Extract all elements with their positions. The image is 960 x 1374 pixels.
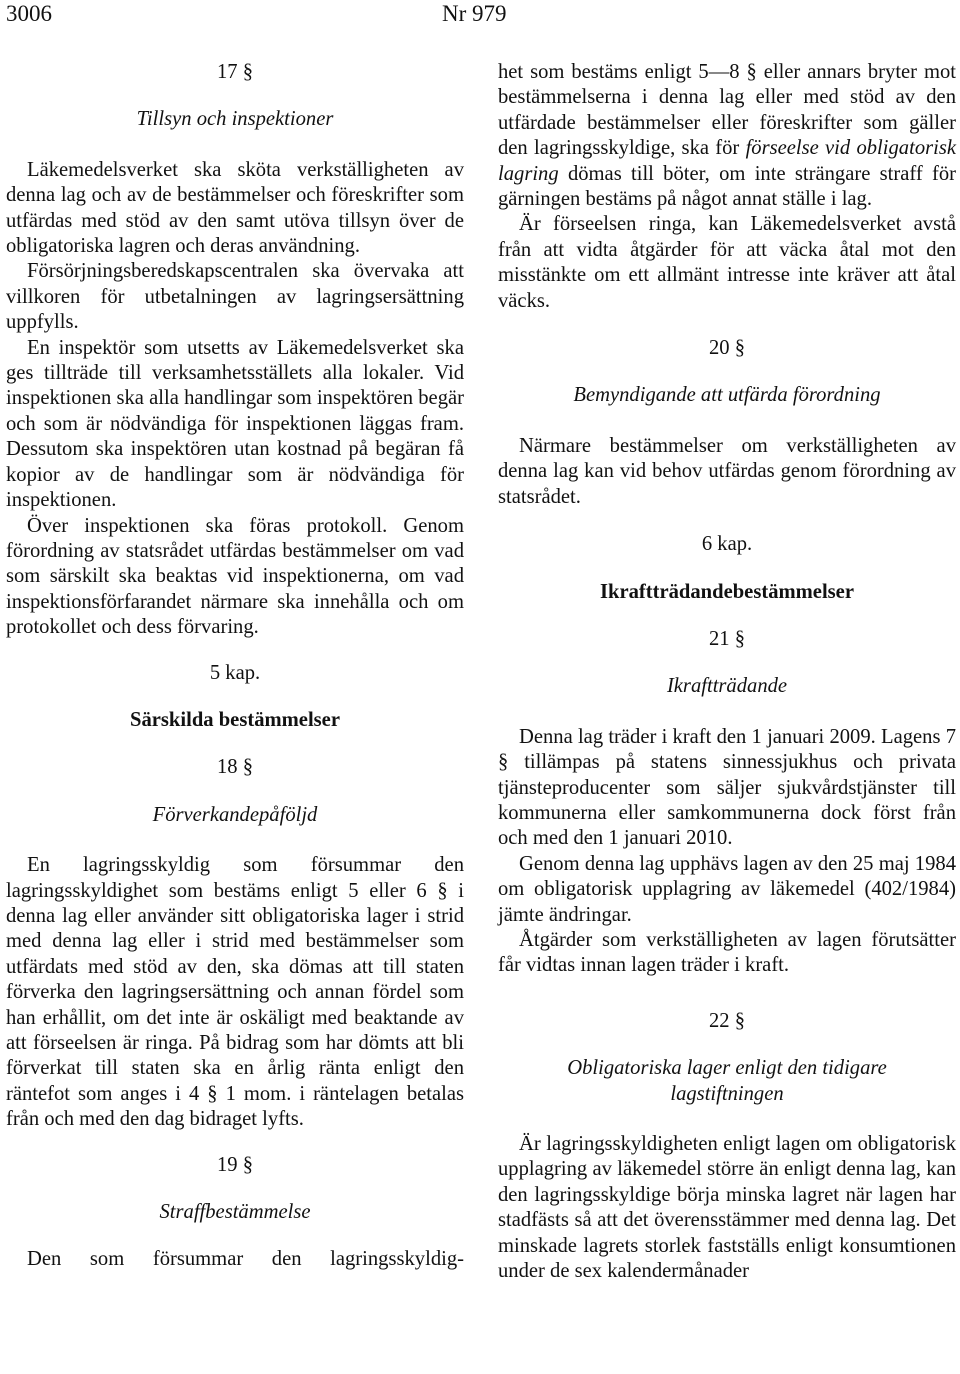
section-21-paragraph-3: Åtgärder som verkställigheten av lagen förutsätter får vidtas innan lagen träder i kraft.: [498, 928, 956, 977]
section-19-paragraph-2: Är förseelsen ringa, kan Läkemedelsverket avstå från att vidta åtgärder för att väcka åtal mot den misstänkte om ett allmänt intresse inte kräver att åtal väcks.: [498, 213, 956, 312]
section-18-paragraph-1: En lagringsskyldig som försummar den lagringsskyldighet som bestäms enligt 5 eller 6 § i denna lag eller använder sitt obligatoriska lager i strid med denna lag eller i strid med bestämmelser som utfärdats med stöd av den, ska dömas att till staten förverka den lagringsersättning och annan fördel som han erhållit, om det inte är oskäligt med beaktande av att förseelsen är ringa. På bidrag som har dömts att bli förverkat till staten ska en årlig ränta enligt den räntefot som anges i 4 § 1 mom. i räntelagen betalas från och med den dag bidraget lyfts.: [6, 854, 464, 1131]
section-22-title: Obligatoriska lager enligt den tidigare lagstiftningen: [567, 1057, 887, 1105]
section-20-number: 20 §: [708, 337, 746, 360]
section-21-body: [498, 725, 956, 979]
page-header: [0, 0, 960, 30]
section-17-number: 17 §: [216, 61, 254, 83]
section-20-paragraph-1: Närmare bestämmelser om verkställigheten av denna lag kan vid behov utfärdas genom förordning av statsrådet.: [498, 434, 956, 508]
section-22-number: 22 §: [708, 1009, 746, 1032]
section-17-paragraph-4: Över inspektionen ska föras protokoll. Genom förordning av statsrådet utfärdas bestämmelser om vad som särskilt ska beaktas vid inspektionerna, om vad inspektionsförfarandet närmare ska innehålla och om protokollet och dess förvaring.: [6, 514, 464, 639]
section-17-body: [6, 158, 464, 641]
section-21-paragraph-2: Genom denna lag upphävs lagen av den 25 maj 1984 om obligatorisk upplagring av läkemedel (402/1984) jämte ändringar.: [498, 852, 956, 926]
section-21-paragraph-1: Denna lag träder i kraft den 1 januari 2009. Lagens 7 § tillämpas på statens sinnessjukhus och privata tjänsteproducenter som säljer sjukvårdstjänster till kommunerna eller samkommunerna dock först från och med den 1 januari 2010.: [498, 725, 956, 850]
page-number: 3006: [6, 1, 52, 26]
section-20-title: Bemyndigande att utfärda förordning: [573, 384, 881, 407]
section-19-text-after-italic: dömas till böter, om inte strängare straff för gärningen bestäms på något annat ställe i lag.: [498, 162, 956, 211]
section-19-italic-term: förseelse vid obligatorisk lagring: [498, 137, 957, 185]
section-19-text-before-italic: het som bestäms enligt 5—8 § eller annars bryter mot bestämmelserna i denna lag eller med stöd av den utfärdade bestämmelser eller föreskrifter som gäller den lagringsskyldige, ska för: [498, 61, 956, 160]
section-19-paragraph-start: Den som försummar den lagringsskyldig-: [27, 1248, 464, 1271]
chapter-5-label: 5 kap.: [209, 661, 261, 684]
section-17-paragraph-1: Läkemedelsverket ska sköta verkställigheten av denna lag och av de bestämmelser och föreskrifter som utfärdas med stöd av den samt utöva tillsyn över de obligatoriska lagren och deras användning.: [6, 158, 464, 258]
section-19-title: Straffbestämmelse: [159, 1201, 311, 1224]
chapter-6-label: 6 kap.: [701, 533, 753, 556]
section-21-number: 21 §: [708, 627, 746, 650]
section-18-body: [6, 853, 464, 1132]
chapter-6-title: Ikraftträdandebestämmelser: [600, 580, 854, 603]
section-19-number: 19 §: [216, 1153, 254, 1176]
section-17-paragraph-2: Försörjningsberedskapscentralen ska övervaka att villkoren för utbetalningen av lagringsersättning uppfylls.: [6, 260, 464, 334]
section-21-title: Ikraftträdande: [666, 675, 788, 698]
section-17-paragraph-3: En inspektör som utsetts av Läkemedelsverket ska ges tillträde till verksamhetsställets alla lokaler. Vid inspektionen ska alla handlingar som inspektören begär och som är nödvändiga för inspektionen läggas fram. Dessutom ska inspektören utan kostnad på begäran få kopior av de handlingar som är nödvändiga för inspektionen.: [6, 336, 464, 512]
section-19-paragraph-continued: [498, 60, 956, 212]
issue-number: Nr 979: [442, 1, 507, 26]
section-18-number: 18 §: [216, 756, 254, 779]
section-18-title: Förverkandepåföljd: [152, 803, 318, 826]
section-22-paragraph-start: Är lagringsskyldigheten enligt lagen om obligatorisk upplagring av läkemedel större än enligt denna lag, kan den lagringsskyldige börja minska lagret när lagen har stadfästs så att det överensstämmer med denna lag. Det minskade lagrets storlek fastställs enligt konsumtionen under de sex kalendermånader: [498, 1133, 956, 1283]
section-17-title: Tillsyn och inspektioner: [136, 108, 334, 131]
section-20-body: [498, 434, 956, 510]
right-column: [498, 60, 956, 1284]
chapter-5-title: Särskilda bestämmelser: [130, 708, 340, 731]
left-column: [6, 60, 464, 1273]
